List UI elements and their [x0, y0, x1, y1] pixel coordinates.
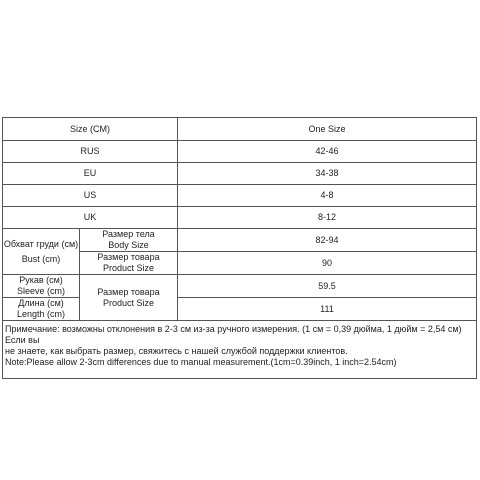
length-label-ru: Длина (см)	[18, 298, 64, 308]
eu-value: 34-38	[178, 163, 477, 185]
table-row-us	[3, 185, 477, 207]
sleeve-length-product-size-label	[80, 275, 178, 321]
table-header-row	[3, 118, 477, 141]
note-en-line: Note:Please allow 2-3cm differences due to manual measurement.(1cm=0.39inch, 1 inch=2.54cm)	[5, 357, 397, 367]
bust-product-size-label-ru: Размер товара	[97, 252, 160, 262]
bust-label-ru: Обхват груди (см)	[3, 238, 79, 249]
note-ru-line2: не знаете, как выбрать размер, свяжитесь с нашей службой поддержки клиентов.	[5, 346, 348, 356]
sleeve-label-ru: Рукав (см)	[19, 275, 63, 285]
bust-body-size-value: 82-94	[178, 229, 477, 252]
table-row-eu	[3, 163, 477, 185]
table-row-bust-body	[3, 229, 477, 252]
table-row-uk	[3, 207, 477, 229]
rus-label: RUS	[3, 141, 178, 163]
sleeve-value: 59.5	[178, 275, 477, 298]
us-label: US	[3, 185, 178, 207]
bust-body-size-label-ru: Размер тела	[102, 229, 155, 239]
sleeve-label	[3, 275, 80, 298]
table-row-sleeve	[3, 275, 477, 298]
bust-label-en: Bust (cm)	[21, 253, 61, 264]
rus-value: 42-46	[178, 141, 477, 163]
size-header-label: Size (CM)	[3, 118, 178, 141]
table-row-note	[3, 321, 477, 379]
size-chart-table	[2, 117, 477, 379]
uk-value: 8-12	[178, 207, 477, 229]
bust-body-size-label	[80, 229, 178, 252]
table-row-rus	[3, 141, 477, 163]
bust-product-size-label-en: Product Size	[102, 263, 155, 273]
bust-product-size-value: 90	[178, 252, 477, 275]
length-label	[3, 298, 80, 321]
length-value: 111	[178, 298, 477, 321]
note-text	[3, 321, 477, 379]
sleeve-label-en: Sleeve (cm)	[16, 286, 65, 296]
bust-label	[3, 229, 80, 275]
length-label-en: Length (cm)	[16, 309, 66, 319]
size-header-value: One Size	[178, 118, 477, 141]
bust-product-size-label	[80, 252, 178, 275]
sleeve-length-product-size-label-ru: Размер товара	[97, 286, 160, 297]
note-ru-line1: Примечание: возможны отклонения в 2-3 см из-за ручного измерения. (1 см = 0,39 дюйма, 1 дюйм = 2,54 см) Если вы	[5, 324, 462, 345]
sleeve-length-product-size-label-en: Product Size	[102, 297, 155, 308]
table-row-length	[3, 298, 477, 321]
uk-label: UK	[3, 207, 178, 229]
bust-body-size-label-en: Body Size	[108, 240, 149, 250]
eu-label: EU	[3, 163, 178, 185]
us-value: 4-8	[178, 185, 477, 207]
